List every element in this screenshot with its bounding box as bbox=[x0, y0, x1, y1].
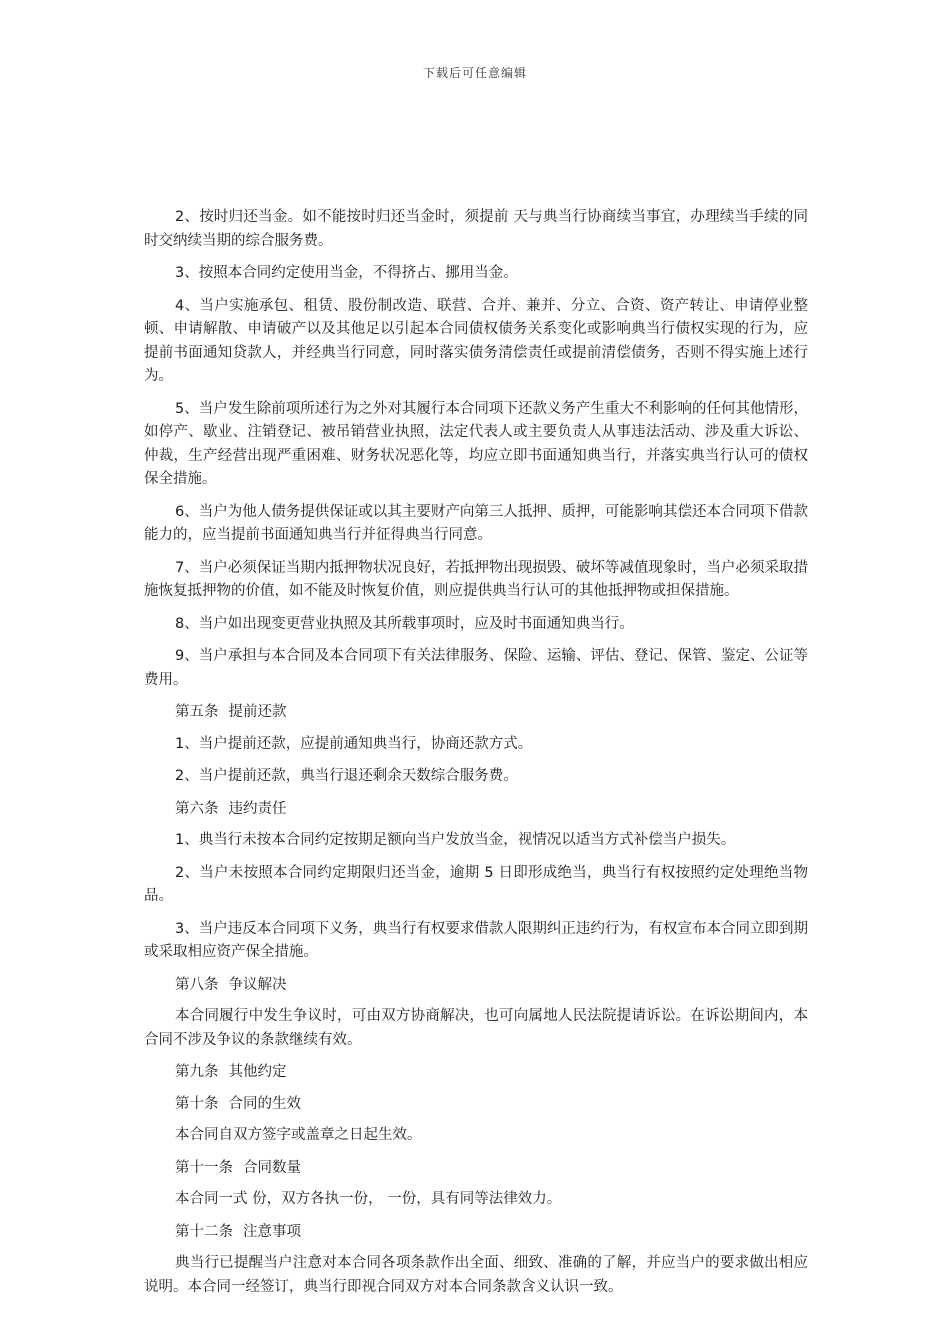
section-title: 争议解决 bbox=[228, 976, 287, 993]
page-header: 下载后可任意编辑 bbox=[422, 66, 527, 80]
section-heading-11 bbox=[144, 1157, 808, 1181]
clause-paragraph: 6、当户为他人债务提供保证或以其主要财产向第三人抵押、质押，可能影响其偿还本合同项下借款能力的，应当提前书面通知典当行并征得典当行同意。 bbox=[144, 503, 808, 543]
section-heading-6 bbox=[144, 798, 808, 822]
clause-paragraph: 2、当户未按照本合同约定期限归还当金，逾期 5 日即形成绝当，典当行有权按照约定处理绝当物品。 bbox=[144, 864, 808, 904]
contract-body bbox=[144, 206, 808, 1308]
section-heading-9 bbox=[144, 1061, 808, 1085]
section-number: 第九条 bbox=[175, 1064, 219, 1080]
clause-paragraph: 7、当户必须保证当期内抵押物状况良好，若抵押物出现损毁、破坏等减值现象时，当户必须采取措施恢复抵押物的价值，如不能及时恢复价值，则应提供典当行认可的其他抵押物或担保措施。 bbox=[144, 559, 808, 599]
section-title: 其他约定 bbox=[228, 1064, 287, 1080]
clause-paragraph: 4、当户实施承包、租赁、股份制改造、联营、合并、兼并、分立、合资、资产转让、申请停业整顿、申请解散、申请破产以及其他足以引起本合同债权债务关系变化或影响典当行债权实现的行为，应提前书面通知贷款人，并经典当行同意，同时落实债务清偿责任或提前清偿债务，否则不得实施上述行为。 bbox=[144, 297, 808, 384]
clause-paragraph: 3、当户违反本合同项下义务，典当行有权要求借款人限期纠正违约行为，有权宣布本合同立即到期或采取相应资产保全措施。 bbox=[144, 920, 808, 960]
section-heading-8 bbox=[144, 974, 808, 998]
clause-paragraph: 3、按照本合同约定使用当金，不得挤占、挪用当金。 bbox=[175, 265, 518, 281]
clause-paragraph: 8、当户如出现变更营业执照及其所载事项时，应及时书面通知典当行。 bbox=[175, 615, 634, 632]
section-title: 合同数量 bbox=[243, 1159, 301, 1176]
section-title: 注意事项 bbox=[243, 1223, 301, 1240]
section-title: 合同的生效 bbox=[228, 1095, 301, 1112]
clause-paragraph: 1、当户提前还款，应提前通知典当行，协商还款方式。 bbox=[175, 735, 533, 752]
clause-paragraph: 2、当户提前还款，典当行退还剩余天数综合服务费。 bbox=[175, 768, 518, 784]
section-number: 第十二条 bbox=[175, 1223, 233, 1240]
section-number: 第十一条 bbox=[175, 1159, 233, 1176]
clause-paragraph: 本合同一式 份，双方各执一份， 一份，具有同等法律效力。 bbox=[175, 1191, 562, 1207]
clause-paragraph: 9、当户承担与本合同及本合同项下有关法律服务、保险、运输、评估、登记、保管、鉴定、公证等费用。 bbox=[144, 648, 808, 688]
section-heading-12 bbox=[144, 1221, 808, 1245]
clause-paragraph: 1、典当行未按本合同约定按期足额向当户发放当金，视情况以适当方式补偿当户损失。 bbox=[175, 832, 736, 848]
section-heading-5 bbox=[144, 701, 808, 725]
section-title: 提前还款 bbox=[228, 704, 287, 720]
section-number: 第十条 bbox=[175, 1095, 219, 1112]
section-heading-10 bbox=[144, 1093, 808, 1117]
section-title: 违约责任 bbox=[228, 800, 287, 817]
clause-paragraph: 5、当户发生除前项所述行为之外对其履行本合同项下还款义务产生重大不利影响的任何其他情形，如停产、歇业、注销登记、被吊销营业执照，法定代表人或主要负责人从事违法活动、涉及重大诉讼、仲裁，生产经营出现严重困难、财务状况恶化等，均应立即书面通知典当行，并落实典当行认可的债权保全措施。 bbox=[144, 400, 808, 487]
clause-paragraph: 2、按时归还当金。如不能按时归还当金时，须提前 天与典当行协商续当事宜，办理续当手续的同时交纳续当期的综合服务费。 bbox=[144, 209, 808, 249]
section-number: 第八条 bbox=[175, 976, 219, 993]
clause-paragraph: 典当行已提醒当户注意对本合同各项条款作出全面、细致、准确的了解，并应当户的要求做出相应说明。本合同一经签订，典当行即视合同双方对本合同条款含义认识一致。 bbox=[144, 1255, 808, 1295]
section-number: 第六条 bbox=[175, 800, 219, 817]
clause-paragraph: 本合同自双方签字或盖章之日起生效。 bbox=[175, 1127, 422, 1143]
section-number: 第五条 bbox=[175, 704, 219, 720]
clause-paragraph: 本合同履行中发生争议时，可由双方协商解决，也可向属地人民法院提请诉讼。在诉讼期间内，本合同不涉及争议的条款继续有效。 bbox=[144, 1008, 808, 1048]
